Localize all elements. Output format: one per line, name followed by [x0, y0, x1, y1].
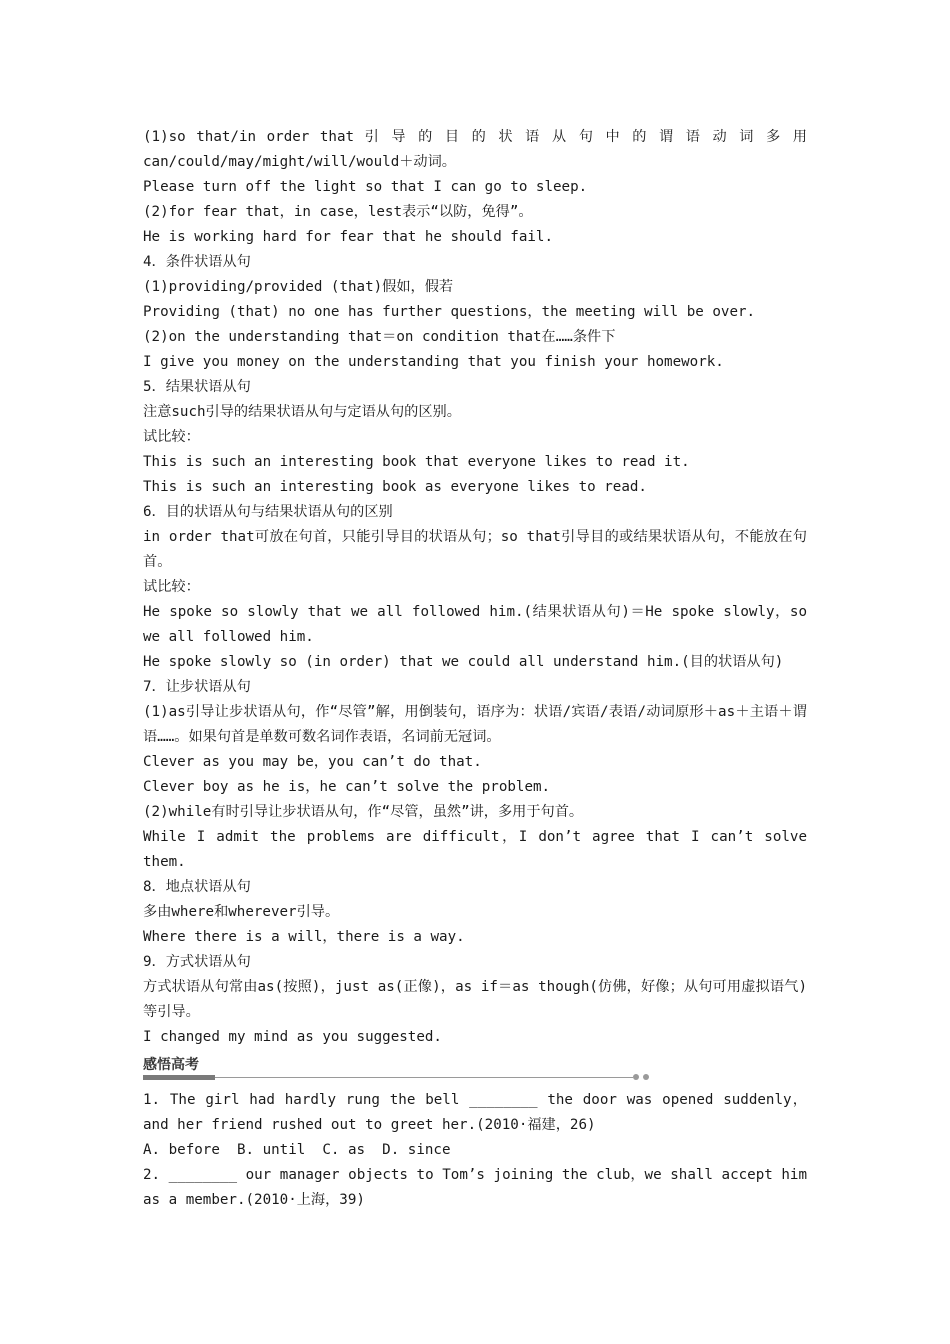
- heading-concession-clause: 7．让步状语从句: [143, 679, 251, 695]
- text-line: I give you money on the understanding that you finish your homework.: [143, 354, 724, 370]
- text-line: This is such an interesting book as everyone likes to read.: [143, 479, 647, 495]
- heading-place-clause: 8．地点状语从句: [143, 879, 251, 895]
- text-line: Clever boy as he is，he can’t solve the problem.: [143, 779, 551, 795]
- section-header-exam: [143, 1052, 807, 1088]
- section-title: 感悟高考: [143, 1057, 199, 1073]
- heading-result-clause: 5．结果状语从句: [143, 379, 251, 395]
- text-line: 多由where和wherever引导。: [143, 904, 340, 920]
- text-line: He is working hard for fear that he should fail.: [143, 229, 553, 245]
- section-bar: [143, 1075, 215, 1080]
- divider-dot: [643, 1074, 649, 1080]
- text-line: 试比较：: [143, 579, 200, 595]
- text-line: 注意such引导的结果状语从句与定语从句的区别。: [143, 404, 461, 420]
- text-line: 方式状语从句常由as(按照)，just as(正像)，as if＝as though(仿佛，好像；从句可用虚拟语气)等引导。: [143, 979, 807, 1020]
- text-line: Clever as you may be，you can’t do that.: [143, 754, 482, 770]
- text-line: Please turn off the light so that I can go to sleep.: [143, 179, 588, 195]
- text-line: While I admit the problems are difficult，I don’t agree that I can’t solve them.: [143, 829, 807, 870]
- divider-dot: [633, 1074, 639, 1080]
- heading-purpose-vs-result: 6．目的状语从句与结果状语从句的区别: [143, 504, 393, 520]
- document-body: [143, 125, 807, 1213]
- heading-condition-clause: 4．条件状语从句: [143, 254, 251, 270]
- question-1: 1. The girl had hardly rung the bell ________ the door was opened suddenly，and her friend rushed out to greet her.(2010·福建，26): [143, 1092, 807, 1133]
- text-line: (2)while有时引导让步状语从句，作“尽管，虽然”讲，多用于句首。: [143, 804, 584, 820]
- text-line: He spoke slowly so (in order) that we could all understand him.(目的状语从句): [143, 654, 784, 670]
- text-line: (1)providing/provided (that)假如，假若: [143, 279, 454, 295]
- text-line: Where there is a will，there is a way.: [143, 929, 465, 945]
- text-line: (1)so that/in order that 引 导 的 目 的 状 语 从 句 中 的 谓 语 动 词 多 用can/could/may/might/will/would＋动词。: [143, 129, 807, 170]
- text-line: (2)on the understanding that＝on condition that在……条件下: [143, 329, 616, 345]
- text-line: Providing (that) no one has further questions，the meeting will be over.: [143, 304, 756, 320]
- text-line: This is such an interesting book that everyone likes to read it.: [143, 454, 690, 470]
- text-line: 试比较：: [143, 429, 200, 445]
- text-line: (2)for fear that，in case，lest表示“以防，免得”。: [143, 204, 533, 220]
- text-line: (1)as引导让步状语从句，作“尽管”解，用倒装句，语序为：状语/宾语/表语/动词原形＋as＋主语＋谓语……。如果句首是单数可数名词作表语，名词前无冠词。: [143, 704, 807, 745]
- text-line: He spoke so slowly that we all followed him.(结果状语从句)＝He spoke slowly，so we all followed him.: [143, 604, 807, 645]
- heading-manner-clause: 9．方式状语从句: [143, 954, 251, 970]
- question-1-options: A. before B. until C. as D. since: [143, 1142, 451, 1158]
- text-line: in order that可放在句首，只能引导目的状语从句；so that引导目的或结果状语从句，不能放在句首。: [143, 529, 807, 570]
- section-divider: [215, 1077, 633, 1078]
- text-line: I changed my mind as you suggested.: [143, 1029, 442, 1045]
- question-2: 2. ________ our manager objects to Tom’s joining the club，we shall accept him as a member.(2010·上海，39): [143, 1167, 807, 1208]
